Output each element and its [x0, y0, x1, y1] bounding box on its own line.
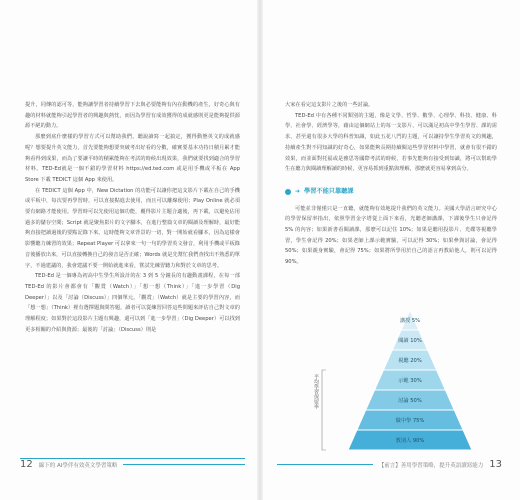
running-title: 【前言】善用學習策略，提升英語讀寫能力: [378, 462, 484, 469]
section-heading: [285, 187, 497, 198]
paragraph: 在 TEDICT 這個 App 中，New Dictation 的功能可以讓你把這支影片下載在自己的手機或平板中，每次要再學習時，可以直接點進去使用，而且可以離線使用；Play Online 就必須要有網路才能使用。學習時可以先使用這個功能，覆得影片主題合適後，再下載，以避免佔用過多的儲存空間；Script 就是聚焦影片的文字腳本，在進行整篇文章的閱讀及理解時，最好能夠直接把讀過後的要點記錄下來。這時能夠文章背景的一切，對一開始就看腳本，因為這樣會影響聽力練習的效果；Repeat Player 可以拿來一句一句的學習英文發音，利用手機或平板錄音後播放出來，可以直接轉換自己的發音是否正確；Words 就是先幫忙我們查找出不熟悉的單字，不過建議的，我會建議不要一開始就進來看，嘗試先練習聽力和對於文章的思考。: [25, 187, 240, 269]
left-footer: [20, 458, 245, 470]
pyramid-level-label: 討論 50%: [398, 398, 422, 404]
footer-rule: [277, 464, 373, 465]
pyramid-level-label: 示範 30%: [398, 378, 422, 384]
paragraph: 大家在看完這支影片之後的一些討論。: [285, 102, 374, 108]
side-label: 平均學習保留率: [313, 374, 319, 409]
right-footer: [277, 459, 502, 470]
paragraph: 提升，同傳的認可等，能夠讓學習者持續學習下去與必要能夠有內在動機的產生，好奇心與有趣的材料就能夠引起學習者的興趣與熱忱，而因為學習有成效獲得的成就感則更是能夠提供源源不絕的動力。: [25, 102, 240, 130]
pyramid-level-label: 視聽 20%: [398, 358, 422, 364]
section-title: 學習不能只靠聽課: [304, 187, 354, 195]
arrow-right-icon: ➜: [295, 187, 301, 195]
learning-pyramid: [300, 300, 480, 460]
pyramid-level-label: 講授 5%: [399, 318, 421, 324]
page-number: 13: [489, 459, 502, 470]
side-bracket: [322, 370, 326, 450]
footer-rule: [123, 464, 245, 465]
right-body-text: [285, 100, 497, 268]
bullet-dot-icon: [285, 189, 291, 195]
pyramid-level-label: 做中學 75%: [395, 418, 425, 424]
paragraph: 可能並非僅僅只是一直聽，就能夠有效地提升我們的英文能力。美國大學語言研究中心的學習保留率指出，依照學習金字塔從上面下來看，光聽老師講課，下課後學生只會記得 5% 的內容；如果新書看閱讀課，那麼可以記住 10%；如果是聽用投影片、光碟等視聽學習，學生會記得 20%；如果老師上課示範實驗，可以記得 30%；如果參與討論，會記得 50%；如果親身實驗，會記得 75%；如果將所學用於自己的語言再教給他人，則可以記得 90%。: [285, 205, 497, 266]
pyramid-level-label: 教別人 90%: [395, 438, 425, 444]
paragraph: 那麼到底什麼樣的學習方式可以幫助我們，聽說讀寫一起搞定，獲得動態英文的成就感呢？想要提升英文能力，首先要能夠想要突破考出好看的分數，確實要基本功持日積月累才能夠看得到成果，而為了要讓平時的積累能夠在考試的時候出現效果，我們就要找到適合的學習材料。TED-Ed就是一個不錯的學習材料 https://ed.ted.com 或是用手機或平板在 App Store 下載 TEDICT 這個 App 來使用。: [25, 134, 240, 183]
pyramid-level-label: 閱讀 10%: [398, 338, 422, 344]
paragraph: TED-Ed 中有各種不同類別的主題，像是文學、哲學、數學、心理學、科技、健康、科學、社會學、經濟學等，藉由這個網站上的每一支影片，可以滿足初高中學生學習、課的需求，甚至還有很多大學的科普知識，如此五花八門的主題，可以讓持學生學習英文的興趣，持續產生對不同知識的好奇心，如果能夠長期持續閱這些學習材料中學習，就會有很不錯的效果，而並面對托福或是雅思等國際考試的時候，若事先能夠有接受到知識，將可以幫助學生在聽力與閱讀理解讀的時候，更容易抓到重點與理解，那麼就更容易拿到高分。: [285, 112, 497, 173]
running-title: 線下的 AI學伴有效英文學習策略: [38, 462, 118, 469]
paragraph: TED-Ed 是一個專為初高中生學生所設計的在 3 到 5 分鐘長的有趣動畫課程，在每一部 TED-Ed 的影片會都會有「觀賞（Watch）」「想一想（Think）」「進一步學習（Dig Deeper）」以及「討論（Discuss）」四個單元。「觀賞」（Watch）就是主要的學習內容，而「想一想」（Think）裡有選擇題與問答題，讀者可以從練習回答這些問題來評估自己對文章的理解程度；如果對於這段影片主題有興趣，還可以到「進一步學習」（Dig Deeper）可以找到更多相關的介紹與資源；最後的「討論」（Discuss）則是: [25, 273, 240, 333]
left-body-text: [25, 100, 240, 335]
book-gutter: [257, 0, 263, 500]
page-number: 12: [20, 459, 33, 470]
